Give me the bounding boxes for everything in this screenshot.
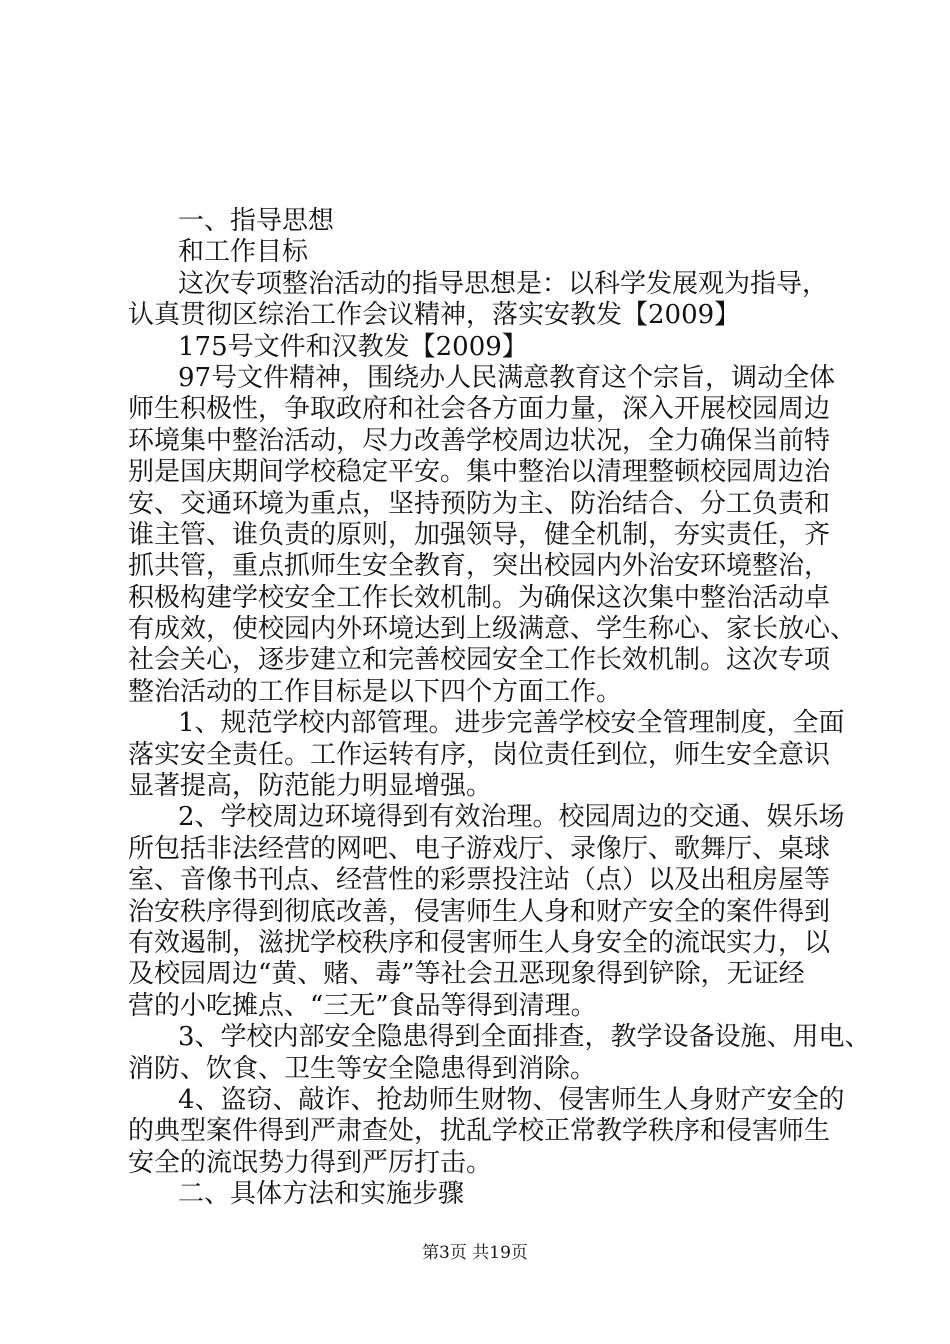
text-line: 社会关心，逐步建立和完善校园安全工作长效机制。这次专项 [128,645,831,676]
text-line: 积极构建学校安全工作长效机制。为确保这次集中整治活动卓 [128,582,831,613]
text-line: 1、规范学校内部管理。进步完善学校安全管理制度，全面 [178,708,845,739]
text-line: 营的小吃摊点、“三无”食品等得到清理。 [128,990,597,1021]
text-line: 安、交通环境为重点，坚持预防为主、防治结合、分工负责和 [128,488,831,519]
text-line: 所包括非法经营的网吧、电子游戏厅、录像厅、歌舞厅、桌球 [128,833,831,864]
text-line: 师生积极性，争取政府和社会各方面力量，深入开展校园周边 [128,394,831,425]
text-line: 一、指导思想 [178,206,335,236]
text-line: 显著提高，防范能力明显增强。 [128,771,493,802]
text-line: 认真贯彻区综治工作会议精神，落实安教发【2009】 [128,300,741,331]
text-line: 别是国庆期间学校稳定平安。集中整治以清理整顿校园周边治 [128,457,831,488]
text-line: 的典型案件得到严肃查处，扰乱学校正常教学秩序和侵害师生 [128,1116,831,1147]
text-line: 消防、饮食、卫生等安全隐患得到消除。 [128,1053,597,1084]
text-line: 有成效，使校园内外环境达到上级满意、学生称心、家长放心、 [128,614,857,645]
text-line: 2、学校周边环境得到有效治理。校园周边的交通、娱乐场 [178,802,845,833]
text-line: 室、音像书刊点、经营性的彩票投注站（点）以及出租房屋等 [128,865,831,896]
document-body [128,206,871,1211]
text-line: 和工作目标 [178,237,309,268]
page-footer: 第3页 共19页 [422,1243,528,1263]
text-line: 抓共管，重点抓师生安全教育，突出校园内外治安环境整治， [128,551,831,582]
text-line: 97号文件精神，围绕办人民满意教育这个宗旨，调动全体 [178,362,836,393]
text-line: 二、具体方法和实施步骤 [178,1179,465,1210]
text-line: 安全的流氓势力得到严厉打击。 [128,1147,493,1178]
text-line: 落实安全责任。工作运转有序，岗位责任到位，师生安全意识 [128,739,831,770]
text-line: 及校园周边“黄、赌、毒”等社会丑恶现象得到铲除，无证经 [128,959,805,990]
text-line: 这次专项整治活动的指导思想是：以科学发展观为指导， [178,268,829,299]
text-line: 治安秩序得到彻底改善，侵害师生人身和财产安全的案件得到 [128,896,831,927]
text-line: 175号文件和汉教发【2009】 [178,331,528,362]
text-line: 谁主管、谁负责的原则，加强领导，健全机制，夯实责任，齐 [128,519,831,550]
text-line: 4、盗窃、敲诈、抢劫师生财物、侵害师生人身财产安全的 [178,1084,845,1115]
text-line: 有效遏制，滋扰学校秩序和侵害师生人身安全的流氓实力，以 [128,927,831,958]
text-line: 3、学校内部安全隐患得到全面排查，教学设备设施、用电、 [178,1022,871,1053]
text-line: 环境集中整治活动，尽力改善学校周边状况，全力确保当前特 [128,425,831,456]
text-line: 整治活动的工作目标是以下四个方面工作。 [128,676,623,707]
